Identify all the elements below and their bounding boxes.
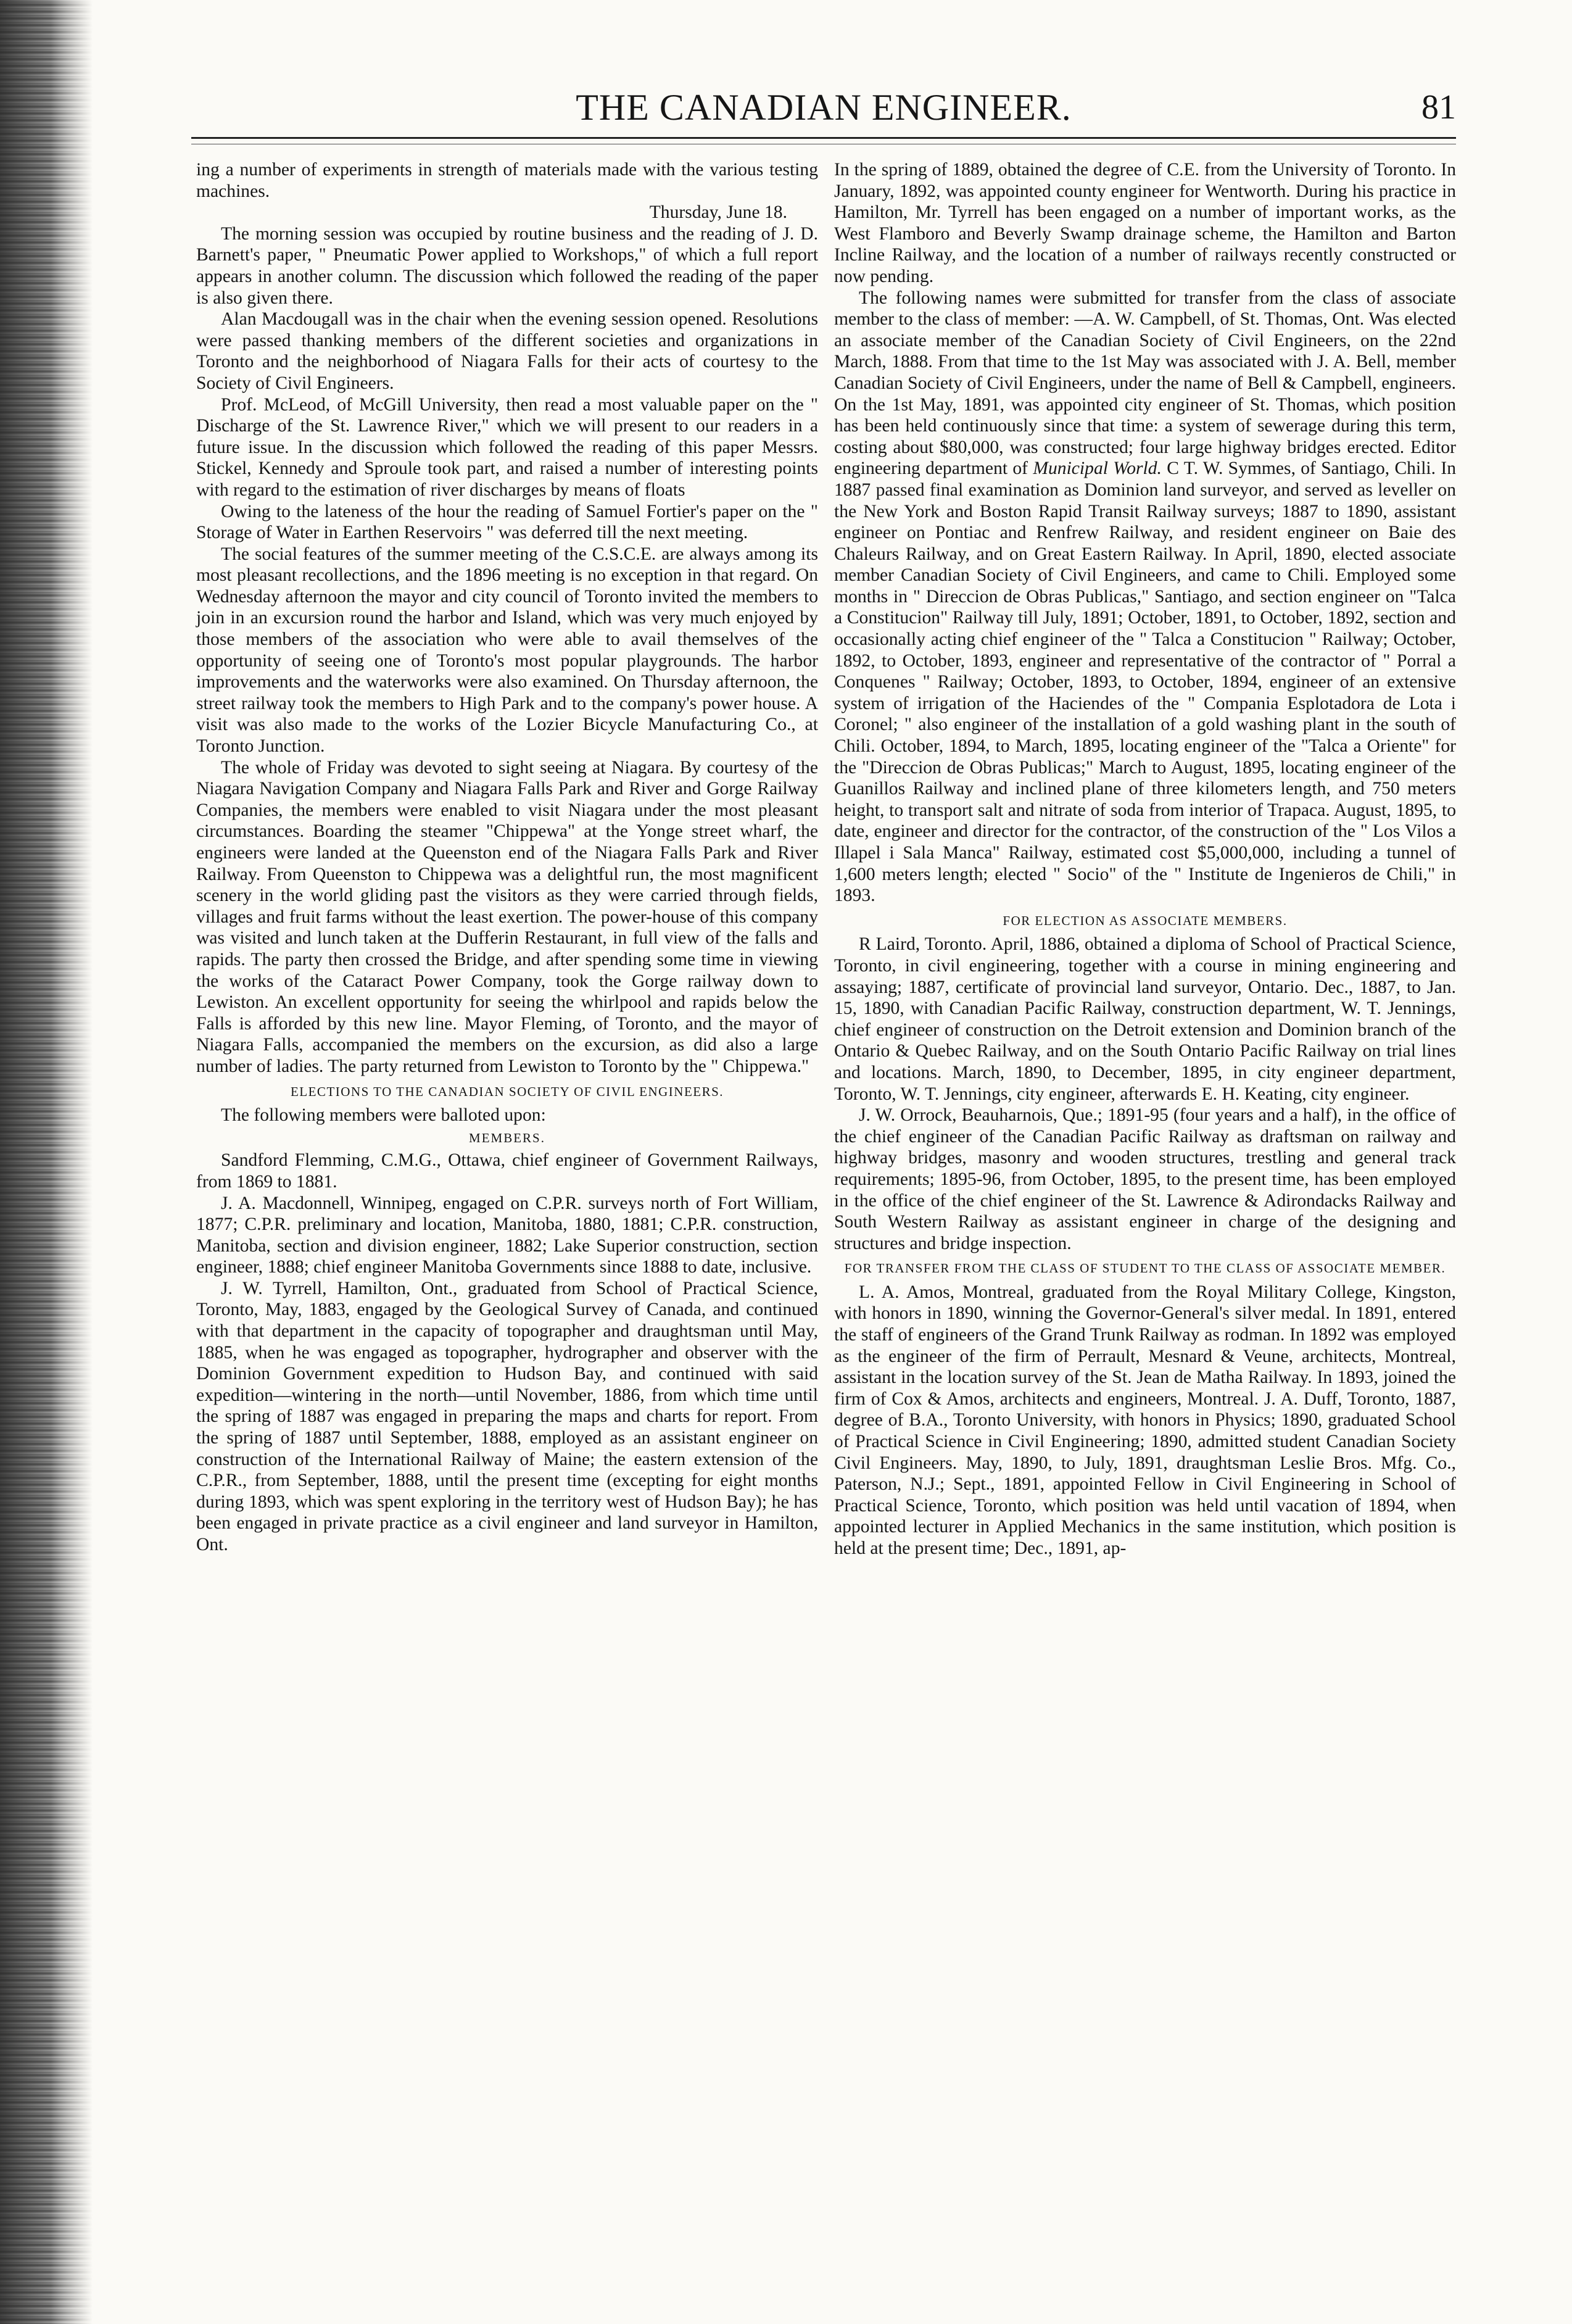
paragraph: The social features of the summer meeting of the C.S.C.E. are always among its most pleasant recollections, and the 1896 meeting is no exception in that regard. On Wednesday afternoon the mayor and city council of Toronto invited the members to join in an excursion round the harbor and Island, which was very much enjoyed by those members of the association who were able to avail themselves of the opportunity of seeing one of Toronto's most popular playgrounds. The harbor improvements and the waterworks were also examined. On Thursday afternoon, the street railway took the members to High Park and to the company's power house. A visit was also made to the works of the Lozier Bicycle Manufacturing Co., at Toronto Junction. [196, 544, 818, 757]
section-heading-elections: ELECTIONS TO THE CANADIAN SOCIETY OF CIVIL ENGINEERS. [290, 1084, 724, 1099]
paragraph: L. A. Amos, Montreal, graduated from the Royal Military College, Kingston, with honors in 1890, winning the Governor-General's silver medal. In 1891, entered the staff of engineers of the Grand Trunk Railway as rodman. In 1892 was employed as the engineer of the firm of Perrault, Mesnard & Veune, architects, Montreal, assistant in the location survey of the St. Jean de Matha Railway. In 1893, joined the firm of Cox & Amos, architects and engineers, Montreal. J. A. Duff, Toronto, 1887, degree of B.A., Toronto University, with honors in Physics; 1890, graduated School of Practical Science in Civil Engineering; 1890, admitted student Canadian Society Civil Engineers. May, 1890, to July, 1891, draughtsman Leslie Bros. Mfg. Co., Paterson, N.J.; Sept., 1891, appointed Fellow in Civil Engineering in School of Practical Science, Toronto, which position was held until vacation of 1894, when appointed lecturer in Applied Mechanics in the same institution, which position is held at the present time; Dec., 1891, ap- [834, 1282, 1456, 1558]
journal-title: THE CANADIAN ENGINEER. [576, 87, 1072, 128]
paragraph: The whole of Friday was devoted to sight seeing at Niagara. By courtesy of the Niagara Navigation Company and Niagara Falls Park and River and Gorge Railway Companies, the members were enabled to visit Niagara under the most pleasant circumstances. Boarding the steamer "Chippewa" at the Yonge street wharf, the engineers were landed at the Queenston end of the Niagara Falls Park and River Railway. From Queenston to Chippewa was a delightful run, the most magnificent scenery in the world gliding past the visitors as they were carried through fields, villages and fruit farms without the least exertion. The power-house of this company was visited and lunch taken at the Dufferin Restaurant, in full view of the falls and rapids. The party then crossed the Bridge, and after spending some time in viewing the works of the Cataract Power Company, took the Gorge railway down to Lewiston. An excellent opportunity for seeing the whirlpool and rapids below the Falls is afforded by this new line. Mayor Fleming, of Toronto, and the mayor of Niagara Falls, accompanied the members on the excursion, as did also a large number of ladies. The party returned from Lewiston to Toronto by the " Chippewa." [196, 757, 818, 1076]
paragraph: Alan Macdougall was in the chair when the evening session opened. Resolutions were passed thanking members of the different societies and organizations in Toronto and the neighborhood of Niagara Falls for their acts of courtesy to the Society of Civil Engineers. [196, 309, 818, 393]
paragraph: J. W. Tyrrell, Hamilton, Ont., graduated from School of Practical Science, Toronto, May, 1883, engaged by the Geological Survey of Canada, and continued with that department in the capacity of topographer and draughtsman until May, 1885, when he was engaged as topographer, hydrographer and observer with the Dominion Government expedition to Hudson Bay, and continued with said expedition—wintering in the north—until November, 1886, from which time until the spring of 1887 was engaged in preparing the maps and charts for report. From the spring of 1887 until September, 1888, employed as an assistant engineer on construction of the International Railway of Maine; the eastern extension of the C.P.R., from September, 1888, until the present time (excepting for eight months during 1893, which was spent exploring in the territory west of Hudson Bay); he has been engaged in private practice as a civil engineer and land surveyor in Hamilton, Ont. [196, 1278, 818, 1554]
paragraph-text: C T. W. Symmes, of Santiago, Chili. In 1887 passed final examination as Dominion land surveyor, and served as leveller on the New York and Boston Rapid Transit Railway surveys; 1887 to 1890, assistant engineer on Pontiac and Renfrew Railway, and resident engineer on Baie des Chaleurs Railway, and on Great Eastern Railway. In April, 1890, elected associate member Canadian Society of Civil Engineers, and came to Chili. Employed some months in " Direccion de Obras Publicas," Santiago, and section engineer on "Talca a Constitucion" Railway till July, 1891; October, 1891, to October, 1892, section and occasionally acting chief engineer of the " Talca a Constitucion " Railway; October, 1892, to October, 1893, engineer and representative of the contractor of " Porral a Conquenes " Railway; October, 1893, to October, 1894, engineer of an extensive system of irrigation of the Haciendes of the " Compania Esplotadora de Lota i Coronel; " also engineer of the installation of a gold washing plant in the south of Chili. October, 1894, to March, 1895, locating engineer of the "Talca a Oriente" for the "Direccion de Obras Publicas;" March to August, 1895, locating engineer of the Guanillos Railway and inclined plane of three kilometers length, and 750 meters height, to transport salt and nitrate of soda from interior of Trapaca. August, 1895, to date, engineer and director for the contractor, of the construction of the " Los Vilos a Illapel i Sala Manca" Railway, estimated cost $5,000,000, including a tunnel of 1,600 meters length; elected " Socio" of the " Institute de Ingenieros de Chili," in 1893. [834, 459, 1456, 906]
paragraph: R Laird, Toronto. April, 1886, obtained a diploma of School of Practical Science, Toronto, in civil engineering, together with a course in mining engineering and assaying; 1887, certificate of provincial land surveyor, Ontario. Dec., 1887, to Jan. 15, 1890, with Canadian Pacific Railway, construction department, W. T. Jennings, chief engineer of construction on the Detroit extension and Dominion branch of the Ontario & Quebec Railway, and on the South Ontario Pacific Railway on trial lines and locations. March, 1890, to December, 1895, in city engineer department, Toronto, W. T. Jennings, city engineer, afterwards E. H. Keating, city engineer. [834, 934, 1456, 1104]
paragraph: Owing to the lateness of the hour the reading of Samuel Fortier's paper on the " Storage of Water in Earthen Reservoirs " was deferred till the next meeting. [196, 501, 818, 543]
session-date: Thursday, June 18. [649, 202, 787, 223]
page-header [191, 86, 1456, 136]
publication-title: Municipal World. [1033, 459, 1162, 479]
header-rule [191, 137, 1456, 144]
page-binding-edge [0, 0, 93, 2324]
paragraph [834, 288, 1456, 907]
paragraph: ing a number of experiments in strength of materials made with the various testing machines. [196, 160, 818, 201]
left-column [196, 159, 818, 1556]
paragraph: Sandford Flemming, C.M.G., Ottawa, chief engineer of Government Railways, from 1869 to 1881. [196, 1150, 818, 1192]
paragraph: The following members were balloted upon: [221, 1105, 546, 1126]
section-heading-transfer: FOR TRANSFER FROM THE CLASS OF STUDENT TO THE CLASS OF ASSOCIATE MEMBER. [844, 1261, 1446, 1276]
paragraph-text: The following names were submitted for transfer from the class of associate member to the class of member: —A. W. Campbell, of St. Thomas, Ont. Was elected an associate member of the Canadian Society of Civil Engineers, on the 22nd March, 1888. From that time to the 1st May was associated with J. A. Bell, member Canadian Society of Civil Engineers, under the name of Bell & Campbell, engineers. On the 1st May, 1891, was appointed city engineer of St. Thomas, which position has been held continuously since that time: a system of sewerage during this term, costing about $80,000, was constructed; four large highway bridges erected. Editor engineering department of [834, 288, 1456, 479]
page-number: 81 [1421, 88, 1456, 127]
subheading-members: MEMBERS. [469, 1130, 545, 1145]
paragraph: J. A. Macdonnell, Winnipeg, engaged on C.P.R. surveys north of Fort William, 1877; C.P.R. preliminary and location, Manitoba, 1880, 1881; C.P.R. construction, Manitoba, section and division engineer, 1882; Lake Superior construction, section engineer, 1888; chief engineer Manitoba Governments since 1888 to date, inclusive. [196, 1193, 818, 1277]
paragraph: J. W. Orrock, Beauharnois, Que.; 1891-95 (four years and a half), in the office of the chief engineer of the Canadian Pacific Railway as draftsman on railway and highway bridges, masonry and wooden structures, trestling and general track requirements; 1895-96, from October, 1895, to the present time, has been employed in the office of the chief engineer of the St. Lawrence & Adirondacks Railway and South Western Railway as assistant engineer in charge of the designing and structures and bridge inspection. [834, 1105, 1456, 1253]
right-column [834, 159, 1456, 1559]
section-heading-associate-members: FOR ELECTION AS ASSOCIATE MEMBERS. [1003, 913, 1288, 928]
paragraph: The morning session was occupied by routine business and the reading of J. D. Barnett's paper, " Pneumatic Power applied to Workshops," of which a full report appears in another column. The discussion which followed the reading of the paper is also given there. [196, 223, 818, 308]
paragraph: Prof. McLeod, of McGill University, then read a most valuable paper on the " Discharge of the St. Lawrence River," which we will present to our readers in a future issue. In the discussion which followed the reading of this paper Messrs. Stickel, Kennedy and Sproule took part, and raised a number of interesting points with regard to the estimation of river discharges by means of floats [196, 394, 818, 500]
paragraph: In the spring of 1889, obtained the degree of C.E. from the University of Toronto. In January, 1892, was appointed county engineer for Wentworth. During his practice in Hamilton, Mr. Tyrrell has been engaged on a number of important works, as the West Flamboro and Beverly Swamp drainage scheme, the Hamilton and Barton Incline Railway, and the location of a number of railways recently constructed or now pending. [834, 160, 1456, 286]
